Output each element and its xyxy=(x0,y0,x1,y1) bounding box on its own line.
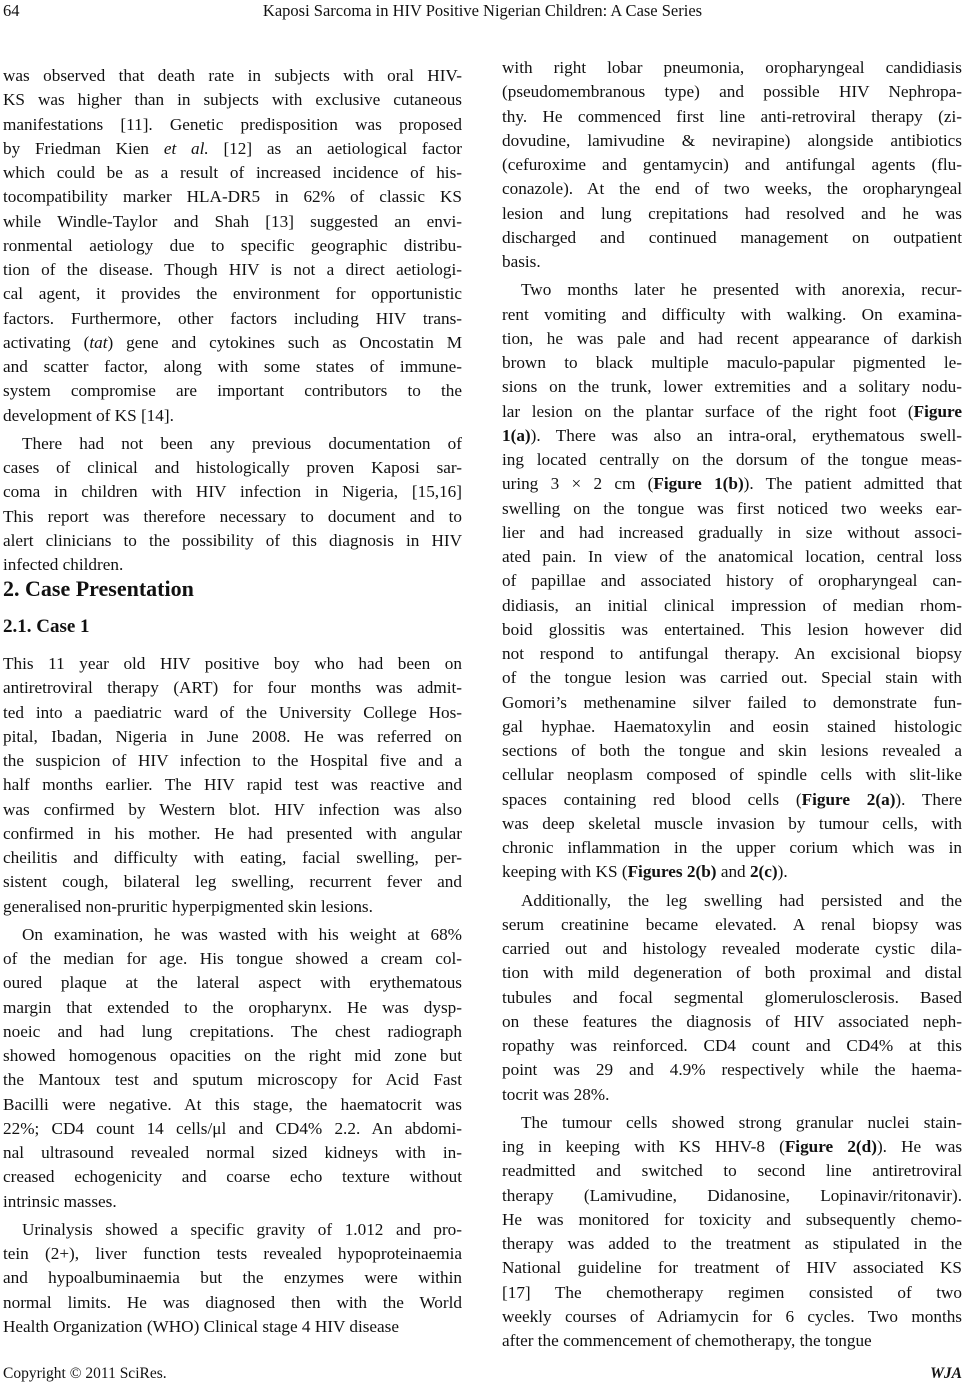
text-line: and hypoalbuminaemia but the enzymes were within xyxy=(3,1268,462,1288)
text-line: This 11 year old HIV positive boy who had been on xyxy=(3,654,462,673)
text-line: He was monitored for toxicity and subsequently chemo- xyxy=(502,1209,962,1229)
text-segment: ). The patient admitted that xyxy=(743,474,962,494)
text-line: creased echogenicity and coarse echo texture without xyxy=(3,1167,462,1187)
text-line: Gomori’s methenamine silver failed to demonstrate fun- xyxy=(502,692,962,712)
text-line: development of KS [14]. xyxy=(3,405,174,425)
text-line: tocrit was 28%. xyxy=(502,1084,610,1104)
text-line xyxy=(502,472,962,496)
text-line: margin that extended to the oropharynx. He was dysp- xyxy=(3,997,462,1017)
italic-text: tat xyxy=(89,332,108,352)
text-line xyxy=(502,1135,962,1159)
text-line: oured plaque at the lateral aspect with erythematous xyxy=(3,973,462,993)
text-line: Bacilli were negative. At this stage, the haematocrit was xyxy=(3,1094,462,1114)
section-heading: 2. Case Presentation xyxy=(3,576,194,601)
text-line: and scatter factor, along with some states of immune- xyxy=(3,357,462,376)
text-line: On examination, he was wasted with his weight at 68% xyxy=(22,924,462,944)
text-line: intrinsic masses. xyxy=(3,1191,117,1211)
page-number: 64 xyxy=(3,1,20,20)
text-line: the suspicion of HIV infection to the Hospital five and a xyxy=(3,751,462,770)
figure-reference: Figure 2(d) xyxy=(784,1137,877,1156)
text-line: pital, Ibadan, Nigeria in June 2008. He was referred on xyxy=(3,726,462,746)
text-line: dovudine, lamivudine & nevirapine) alongside antibiotics xyxy=(502,130,962,150)
text-line: on these features the diagnosis of HIV associated neph- xyxy=(502,1011,962,1031)
text-line: carried out and histology revealed moderate cystic dila- xyxy=(502,939,962,958)
figure-reference: Figure 1(b) xyxy=(653,474,744,494)
text-line: cheilitis and difficulty with eating, facial swelling, per- xyxy=(3,848,462,867)
text-segment: ). There xyxy=(895,789,962,809)
text-line: The tumour cells showed strong granular nuclei stain- xyxy=(521,1112,962,1132)
text-line: serum creatinine became elevated. A renal biopsy was xyxy=(502,914,962,934)
text-line: National guideline for treatment of HIV associated KS xyxy=(502,1258,962,1278)
text-segment: keeping with KS ( xyxy=(502,862,628,882)
text-line: gal hyphae. Haematoxylin and eosin stained histologic xyxy=(502,716,962,736)
running-title: Kaposi Sarcoma in HIV Positive Nigerian Children: A Case Series xyxy=(262,1,703,20)
text-segment: ). There was also an intra-oral, erythematous swell- xyxy=(530,425,962,445)
figure-reference: 2(c) xyxy=(749,862,778,882)
text-segment: ). He was xyxy=(876,1137,963,1156)
text-line: antiretroviral therapy (ART) for four months was admit- xyxy=(3,678,462,698)
text-line: conazole). At the end of two weeks, the oropharyngeal xyxy=(502,179,962,199)
text-line: therapy was added to the treatment as stipulated in the xyxy=(502,1234,962,1253)
text-line: Urinalysis showed a specific gravity of 1.012 and pro- xyxy=(22,1219,462,1239)
text-line: of the tongue lesion was carried out. Special stain with xyxy=(502,668,962,688)
text-line: Two months later he presented with anorexia, recur- xyxy=(521,280,962,300)
text-line: infected children. xyxy=(3,555,124,574)
text-line: alert clinicians to the possibility of this diagnosis in HIV xyxy=(3,530,462,550)
text-line: which could be as a result of increased incidence of his- xyxy=(3,163,462,182)
text-line: Health Organization (WHO) Clinical stage 4 HIV disease xyxy=(3,1316,399,1336)
text-line: thy. He commenced first line anti-retroviral therapy (zi- xyxy=(502,106,962,126)
text-segment: and xyxy=(716,862,750,882)
text-line: the Mantoux test and sputum microscopy for Acid Fast xyxy=(3,1070,462,1090)
figure-reference: Figure 2(a) xyxy=(801,789,896,809)
text-line: lesion and lung crepitations had resolved and he was xyxy=(502,203,962,223)
text-segment: ) gene and cytokines such as Oncostatin M xyxy=(107,332,462,352)
text-line: while Windle-Taylor and Shah [13] suggested an envi- xyxy=(3,211,462,231)
text-segment: activating ( xyxy=(3,332,90,352)
text-line: This report was therefore necessary to document and to xyxy=(3,506,462,526)
text-line: manifestations [11]. Genetic predisposition was proposed xyxy=(3,114,462,134)
text-line: swelling on the tongue was first noticed two weeks ear- xyxy=(502,498,962,518)
italic-text: et al. xyxy=(163,138,209,158)
text-segment: uring 3 × 2 cm ( xyxy=(502,474,654,494)
text-line xyxy=(502,400,962,424)
text-line: [17] The chemotherapy regimen consisted of two xyxy=(502,1282,962,1302)
figure-reference: Figure xyxy=(913,401,962,421)
text-line: normal limits. He was diagnosed then with the World xyxy=(3,1292,462,1312)
text-line: rent vomiting and difficulty with walking. On examina- xyxy=(502,304,962,324)
text-line: discharged and continued management on outpatient xyxy=(502,227,962,247)
text-line: coma in children with HIV infection in Nigeria, [15,16] xyxy=(3,482,462,502)
text-line: noeic and had lung crepitations. The chest radiograph xyxy=(3,1021,462,1041)
text-line xyxy=(502,788,962,812)
text-line: of papillae and associated history of oropharyngeal can- xyxy=(502,571,962,591)
text-line: cases of clinical and histologically proven Kaposi sar- xyxy=(3,458,462,477)
page-footer xyxy=(0,1364,965,1384)
text-line: system compromise are important contributors to the xyxy=(3,381,462,401)
text-line: weekly courses of Adriamycin for 6 cycles. Two months xyxy=(502,1306,962,1326)
text-line: factors. Furthermore, other factors including HIV trans- xyxy=(3,308,462,328)
text-line: Additionally, the leg swelling had persisted and the xyxy=(521,890,962,910)
figure-reference: 1(a) xyxy=(502,425,531,445)
text-line: (pseudomembranous type) and possible HIV Nephropa- xyxy=(502,82,962,102)
text-segment: [12] as an aetiological factor xyxy=(208,138,462,158)
text-line: chronic inflammation in the upper corium which was in xyxy=(502,838,962,857)
text-line: generalised non-pruritic hyperpigmented skin lesions. xyxy=(3,896,373,916)
text-line: after the commencement of chemotherapy, the tongue xyxy=(502,1331,872,1350)
text-line: with right lobar pneumonia, oropharyngeal candidiasis xyxy=(502,58,962,77)
text-line: tion, he was pale and had recent appearance of darkish xyxy=(502,328,962,348)
text-line: ated pain. In view of the anatomical location, central loss xyxy=(502,547,962,566)
text-line xyxy=(502,424,962,448)
text-line: of the median for age. His tongue showed a cream col- xyxy=(3,949,462,968)
text-line: didiasis, an initial clinical impression of median rhom- xyxy=(502,595,962,615)
text-line: brown to black multiple maculo-papular pigmented le- xyxy=(502,353,962,372)
text-line: KS was higher than in subjects with exclusive cutaneous xyxy=(3,90,462,110)
text-line: was confirmed by Western blot. HIV infection was also xyxy=(3,799,462,819)
text-line: not respond to antifungal therapy. An excisional biopsy xyxy=(502,644,962,663)
text-line: ing located centrally on the dorsum of the tongue meas- xyxy=(502,450,962,469)
text-line: confirmed in his mother. He had presented with angular xyxy=(3,823,462,843)
text-line: lier and had increased gradually in size without associ- xyxy=(502,522,962,542)
text-line: sions on the trunk, lower extremities and a solitary nodu- xyxy=(502,377,962,397)
figure-reference: Figures 2(b) xyxy=(627,862,717,882)
text-line: 22%; CD4 count 14 cells/μl and CD4% 2.2. An abdomi- xyxy=(3,1118,462,1138)
text-segment: lar lesion on the plantar surface of the right foot ( xyxy=(502,401,914,421)
text-line: sistent cough, bilateral leg swelling, recurrent fever and xyxy=(3,872,462,892)
text-line: ropathy was reinforced. CD4 count and CD4% at this xyxy=(502,1036,962,1055)
text-line: showed homogenous opacities on the right mid zone but xyxy=(3,1046,462,1065)
text-line: therapy (Lamivudine, Didanosine, Lopinavir/ritonavir). xyxy=(502,1185,962,1205)
text-line: ronmental aetiology due to specific geographic distribu- xyxy=(3,235,462,255)
text-line: boid glossitis was entertained. This lesion however did xyxy=(502,619,962,639)
running-header xyxy=(0,0,965,22)
text-line: There had not been any previous documentation of xyxy=(22,433,462,453)
text-line: cellular neoplasm composed of spindle cells with slit-like xyxy=(502,765,962,785)
text-line: point was 29 and 4.9% respectively while the haema- xyxy=(502,1060,962,1080)
text-segment: ing in keeping with KS HHV-8 ( xyxy=(502,1137,785,1156)
text-line xyxy=(3,137,462,161)
text-line: tion with mild degeneration of both proximal and distal xyxy=(502,963,962,983)
text-line: was deep skeletal muscle invasion by tumour cells, with xyxy=(502,813,962,833)
text-line: tein (2+), liver function tests revealed hypoproteinaemia xyxy=(3,1244,462,1263)
text-line: was observed that death rate in subjects with oral HIV- xyxy=(3,66,462,85)
text-line: half months earlier. The HIV rapid test was reactive and xyxy=(3,775,462,795)
text-line: basis. xyxy=(502,252,541,271)
text-segment: spaces containing red blood cells ( xyxy=(502,789,802,809)
text-line: (cefuroxime and gentamycin) and antifungal agents (flu- xyxy=(502,155,962,174)
text-line xyxy=(3,331,462,355)
text-segment: ). xyxy=(777,862,788,882)
subsection-heading: 2.1. Case 1 xyxy=(3,616,90,637)
text-line: sections of both the tongue and skin lesions revealed a xyxy=(502,741,962,760)
text-line: nal ultrasound revealed normal sized kidneys with in- xyxy=(3,1143,462,1162)
copyright-notice: Copyright © 2011 SciRes. xyxy=(3,1365,167,1382)
journal-abbreviation: WJA xyxy=(930,1365,962,1382)
text-line xyxy=(502,860,962,884)
text-line: ted into a paediatric ward of the University College Hos- xyxy=(3,702,462,722)
text-line: tubules and focal segmental glomerulosclerosis. Based xyxy=(502,987,962,1007)
text-line: tion of the disease. Though HIV is not a direct aetiologi- xyxy=(3,260,462,279)
text-segment: by Friedman Kien xyxy=(3,138,164,158)
text-line: cal agent, it provides the environment for opportunistic xyxy=(3,284,462,304)
text-line: tocompatibility marker HLA-DR5 in 62% of classic KS xyxy=(3,187,462,207)
text-line: readmitted and switched to second line antiretroviral xyxy=(502,1161,962,1181)
